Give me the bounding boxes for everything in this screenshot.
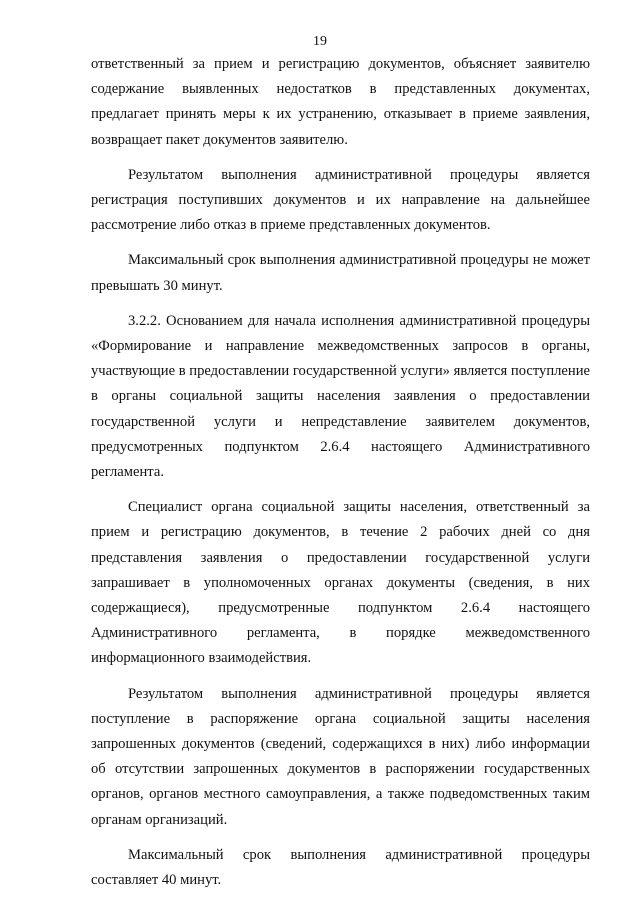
page-number: 19: [313, 34, 327, 49]
paragraph-registration-result: Результатом выполнения административной процедуры является регистрация поступивших документов и их направление на дальнейшее рассмотрение либо отказ в приеме представленных документов.: [91, 166, 590, 234]
paragraph-section-3-2-2: 3.2.2. Основанием для начала исполнения административной процедуры «Формирование и направление межведомственных запросов в органы, участвующие в предоставлении государственной услуги» является поступление в органы социальной защиты населения заявления о предоставлении государственной услуги и непредставление заявителем документов, предусмотренных подпунктом 2.6.4 настоящего Административного регламента.: [91, 312, 590, 481]
paragraph-continuation: ответственный за прием и регистрацию документов, объясняет заявителю содержание выявленных недостатков в представленных документах, предлагает принять меры к их устранению, отказывает в приеме заявления, возвращает пакет документов заявителю.: [91, 56, 590, 148]
paragraph-specialist-requests: Специалист органа социальной защиты населения, ответственный за прием и регистрацию документов, в течение 2 рабочих дней со дня представления заявления о предоставлении государственной услуги запрашивает в уполномоченных органах документы (сведения, в них содержащиеся), предусмотренные подпунктом 2.6.4 настоящего Административного регламента, в порядке межведомственного информационного взаимодействия.: [91, 499, 590, 667]
paragraph-max-time-40: Максимальный срок выполнения административной процедуры составляет 40 минут.: [91, 846, 590, 889]
paragraph-max-time-30: Максимальный срок выполнения административной процедуры не может превышать 30 минут.: [91, 252, 590, 294]
document-body: [91, 52, 590, 893]
paragraph-procedure-result: Результатом выполнения административной процедуры является поступление в распоряжение органа социальной защиты населения запрошенных документов (сведений, содержащихся в них) либо информации об отсутствии запрошенных документов в распоряжении государственных органов, органов местного самоуправления, а также подведомственных таким органам организаций.: [91, 685, 590, 828]
